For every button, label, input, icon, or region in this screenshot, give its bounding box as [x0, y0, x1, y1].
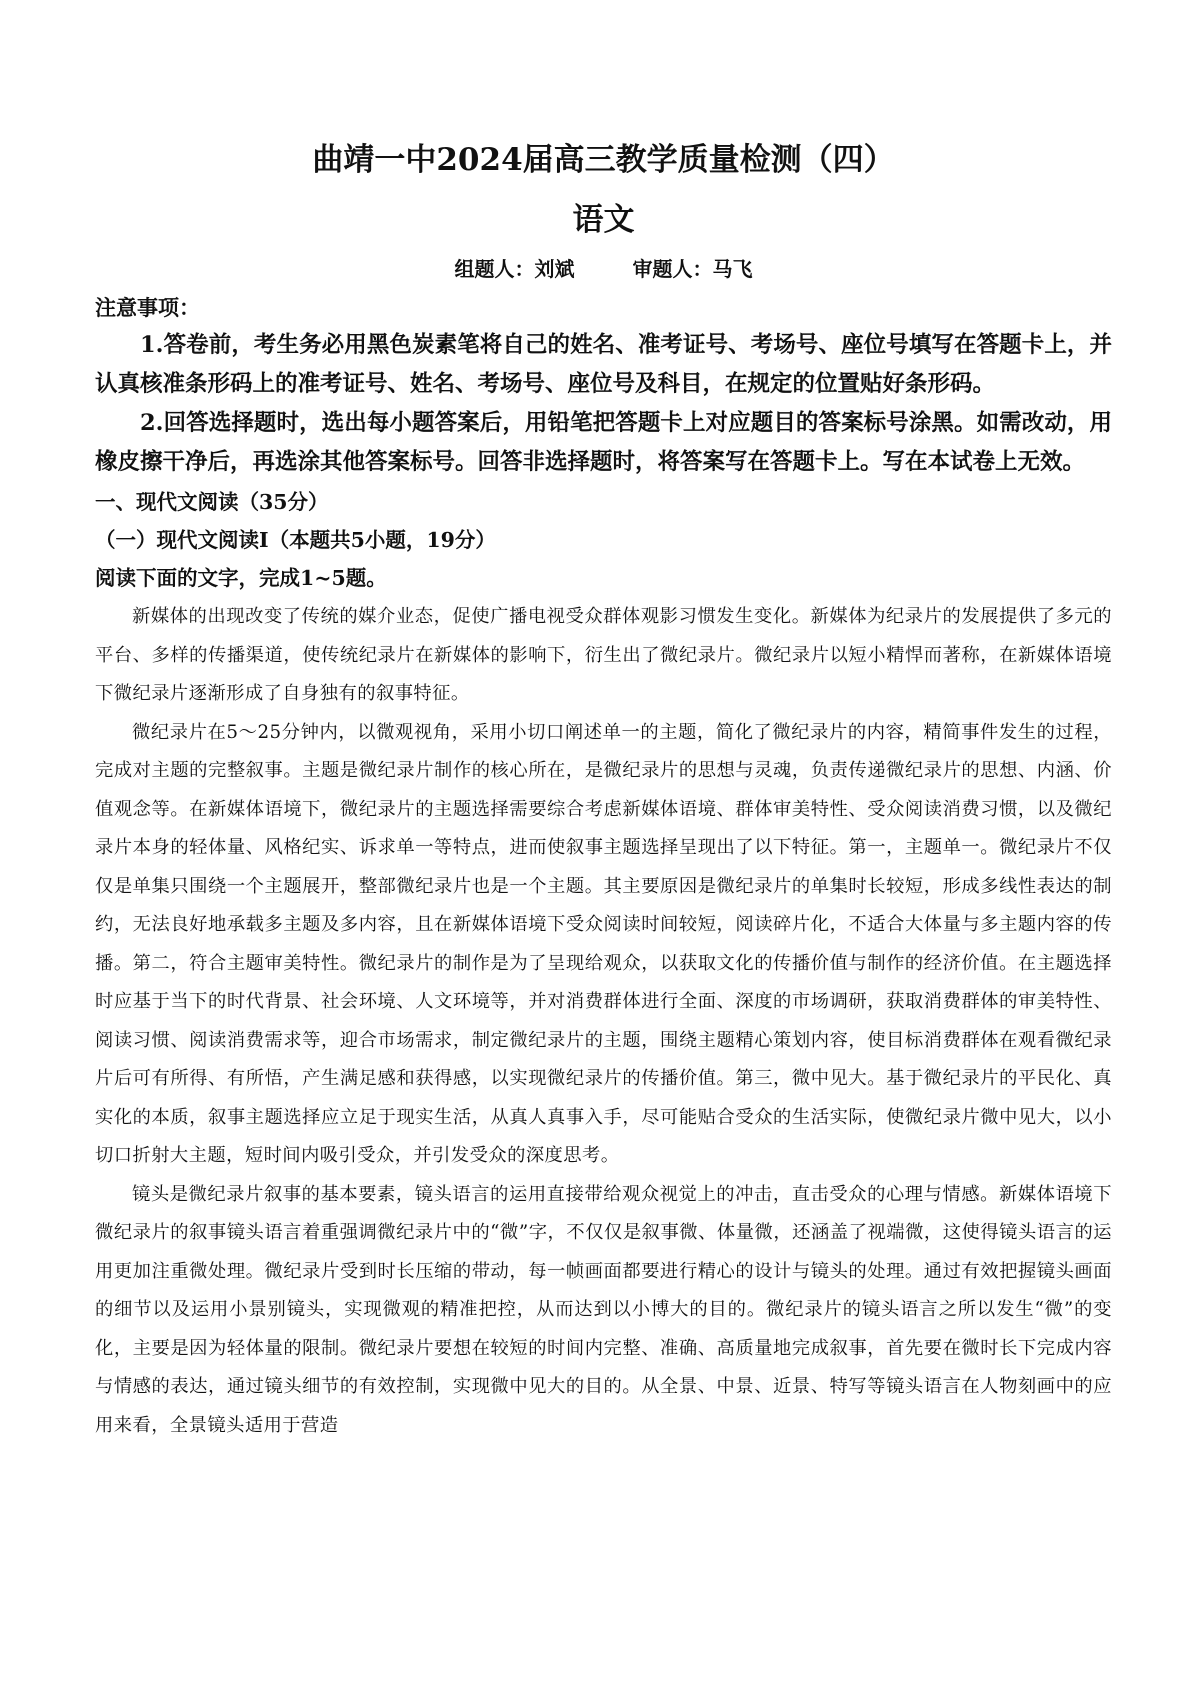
- notice-item-1: 1.答卷前，考生务必用黑色炭素笔将自己的姓名、准考证号、考场号、座位号填写在答题卡上，并认真核准条形码上的准考证号、姓名、考场号、座位号及科目，在规定的位置贴好条形码。: [95, 332, 1112, 397]
- section-heading: 一、现代文阅读（35分）: [95, 490, 329, 514]
- exam-subject: 语文: [572, 202, 635, 238]
- reviewer-label: 审题人：马飞: [632, 257, 753, 281]
- reading-instruction: 阅读下面的文字，完成1~5题。: [95, 566, 387, 590]
- notice-heading: 注意事项：: [95, 295, 200, 320]
- passage-paragraph-3: 镜头是微纪录片叙事的基本要素，镜头语言的运用直接带给观众视觉上的冲击，直击受众的心理与情感。新媒体语境下微纪录片的叙事镜头语言着重强调微纪录片中的“微”字，不仅仅是叙事微、体量微，还涵盖了视端微，这使得镜头语言的运用更加注重微处理。微纪录片受到时长压缩的带动，每一帧画面都要进行精心的设计与镜头的处理。通过有效把握镜头画面的细节以及运用小景别镜头，实现微观的精准把控，从而达到以小博大的目的。微纪录片的镜头语言之所以发生“微”的变化，主要是因为轻体量的限制。微纪录片要想在较短的时间内完整、准确、高质量地完成叙事，首先要在微时长下完成内容与情感的表达，通过镜头细节的有效控制，实现微中见大的目的。从全景、中景、近景、特写等镜头语言在人物刻画中的应用来看，全景镜头适用于营造: [95, 1183, 1112, 1436]
- exam-title: 曲靖一中2024届高三教学质量检测（四）: [312, 142, 895, 178]
- passage-paragraph-2: 微纪录片在5～25分钟内，以微观视角，采用小切口阐述单一的主题，简化了微纪录片的内容，精简事件发生的过程，完成对主题的完整叙事。主题是微纪录片制作的核心所在，是微纪录片的思想与灵魂，负责传递微纪录片的思想、内涵、价值观念等。在新媒体语境下，微纪录片的主题选择需要综合考虑新媒体语境、群体审美特性、受众阅读消费习惯，以及微纪录片本身的轻体量、风格纪实、诉求单一等特点，进而使叙事主题选择呈现出了以下特征。第一，主题单一。微纪录片不仅仅是单集只围绕一个主题展开，整部微纪录片也是一个主题。其主要原因是微纪录片的单集时长较短，形成多线性表达的制约，无法良好地承载多主题及多内容，且在新媒体语境下受众阅读时间较短，阅读碎片化，不适合大体量与多主题内容的传播。第二，符合主题审美特性。微纪录片的制作是为了呈现给观众，以获取文化的传播价值与制作的经济价值。在主题选择时应基于当下的时代背景、社会环境、人文环境等，并对消费群体进行全面、深度的市场调研，获取消费群体的审美特性、阅读习惯、阅读消费需求等，迎合市场需求，制定微纪录片的主题，围绕主题精心策划内容，使目标消费群体在观看微纪录片后可有所得、有所悟，产生满足感和获得感，以实现微纪录片的传播价值。第三，微中见大。基于微纪录片的平民化、真实化的本质，叙事主题选择应立足于现实生活，从真人真事入手，尽可能贴合受众的生活实际，使微纪录片微中见大，以小切口折射大主题，短时间内吸引受众，并引发受众的深度思考。: [95, 721, 1112, 1166]
- passage-paragraph-1: 新媒体的出现改变了传统的媒介业态，促使广播电视受众群体观影习惯发生变化。新媒体为纪录片的发展提供了多元的平台、多样的传播渠道，使传统纪录片在新媒体的影响下，衍生出了微纪录片。微纪录片以短小精悍而著称，在新媒体语境下微纪录片逐渐形成了自身独有的叙事特征。: [95, 606, 1112, 704]
- notice-item-2: 2.回答选择题时，选出每小题答案后，用铅笔把答题卡上对应题目的答案标号涂黑。如需改动，用橡皮擦干净后，再选涂其他答案标号。回答非选择题时，将答案写在答题卡上。写在本试卷上无效。: [95, 410, 1112, 475]
- setter-label: 组题人：刘斌: [454, 257, 575, 281]
- subsection-heading: （一）现代文阅读Ⅰ（本题共5小题，19分）: [95, 528, 496, 552]
- exam-authors: [95, 252, 1112, 286]
